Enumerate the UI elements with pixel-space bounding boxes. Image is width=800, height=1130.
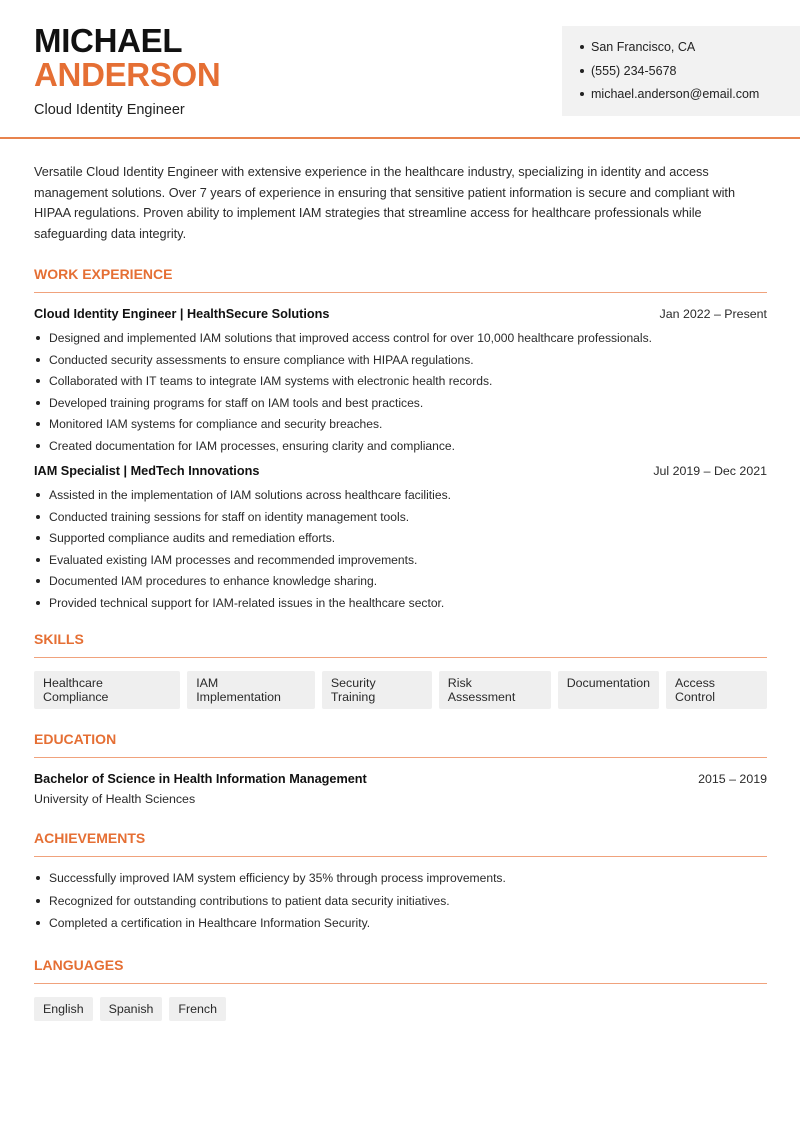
last-name: ANDERSON [34, 56, 221, 93]
bullet-icon [36, 579, 40, 583]
list-item: Conducted security assessments to ensure compliance with HIPAA regulations. [34, 353, 767, 375]
job-date: Jan 2022 – Present [659, 307, 767, 322]
summary: Versatile Cloud Identity Engineer with extensive experience in the healthcare industry, specializing in identity and access management solutions. Over 7 years of experience in ensuring that sensitive patient information is secure and compliant with HIPAA regulations. Proven ability to implement IAM strategies that streamline access for healthcare professionals while safeguarding data integrity. [34, 165, 736, 241]
list-item: Successfully improved IAM system efficiency by 35% through process improvements. [34, 871, 767, 894]
section-title-achievements: ACHIEVEMENTS [34, 830, 767, 857]
bullet-icon [36, 536, 40, 540]
resume-body [34, 162, 767, 1021]
achievements-list [34, 871, 767, 939]
bullet-icon [36, 921, 40, 925]
bullet-icon [36, 422, 40, 426]
skills-tags [34, 671, 767, 709]
list-item: Conducted training sessions for staff on identity management tools. [34, 510, 767, 532]
bullet-icon [36, 515, 40, 519]
bullet-icon [580, 69, 584, 73]
list-item: Supported compliance audits and remediation efforts. [34, 531, 767, 553]
job-bullets [34, 331, 767, 460]
job-title: Cloud Identity Engineer | HealthSecure Solutions [34, 307, 330, 322]
contact-location: San Francisco, CA [580, 38, 800, 62]
name-block [34, 24, 220, 118]
list-item: Developed training programs for staff on IAM tools and best practices. [34, 396, 767, 418]
bullet-icon [36, 401, 40, 405]
job-header [34, 464, 767, 478]
bullet-icon [36, 379, 40, 383]
job-date: Jul 2019 – Dec 2021 [653, 464, 767, 479]
skill-tag: Healthcare Compliance [34, 671, 180, 709]
bullet-icon [580, 45, 584, 49]
resume-header [0, 0, 800, 139]
skill-tag: Access Control [666, 671, 767, 709]
bullet-icon [580, 92, 584, 96]
list-item: Evaluated existing IAM processes and recommended improvements. [34, 553, 767, 575]
contact-phone: (555) 234-5678 [580, 62, 800, 86]
list-item: Designed and implemented IAM solutions that improved access control for over 10,000 healthcare professionals. [34, 331, 767, 353]
skill-tag: Security Training [322, 671, 432, 709]
bullet-icon [36, 358, 40, 362]
bullet-icon [36, 601, 40, 605]
bullet-icon [36, 899, 40, 903]
job-title: IAM Specialist | MedTech Innovations [34, 464, 260, 479]
education-date: 2015 – 2019 [698, 772, 767, 787]
job-header [34, 307, 767, 321]
skill-tag: IAM Implementation [187, 671, 315, 709]
language-tag: English [34, 997, 93, 1021]
skill-tag: Documentation [558, 671, 659, 709]
list-item: Collaborated with IT teams to integrate IAM systems with electronic health records. [34, 374, 767, 396]
section-title-skills: SKILLS [34, 631, 767, 658]
bullet-icon [36, 444, 40, 448]
list-item: Created documentation for IAM processes, ensuring clarity and compliance. [34, 439, 767, 461]
list-item: Completed a certification in Healthcare Information Security. [34, 916, 767, 939]
skill-tag: Risk Assessment [439, 671, 551, 709]
bullet-icon [36, 876, 40, 880]
list-item: Recognized for outstanding contributions to patient data security initiatives. [34, 894, 767, 917]
job-title: Cloud Identity Engineer [34, 102, 185, 118]
list-item: Assisted in the implementation of IAM solutions across healthcare facilities. [34, 488, 767, 510]
education-header [34, 772, 767, 786]
bullet-icon [36, 558, 40, 562]
degree: Bachelor of Science in Health Information Management [34, 772, 367, 787]
list-item: Monitored IAM systems for compliance and security breaches. [34, 417, 767, 439]
list-item: Documented IAM procedures to enhance knowledge sharing. [34, 574, 767, 596]
bullet-icon [36, 336, 40, 340]
language-tag: French [169, 997, 226, 1021]
bullet-icon [36, 493, 40, 497]
first-name: MICHAEL [34, 22, 183, 59]
section-title-languages: LANGUAGES [34, 957, 767, 984]
contact-email[interactable]: michael.anderson@email.com [580, 85, 800, 109]
job-bullets [34, 488, 767, 617]
section-title-work: WORK EXPERIENCE [34, 266, 767, 293]
language-tags [34, 997, 767, 1021]
language-tag: Spanish [100, 997, 163, 1021]
school: University of Health Sciences [34, 792, 196, 807]
contact-box [562, 26, 800, 116]
section-title-education: EDUCATION [34, 731, 767, 758]
list-item: Provided technical support for IAM-related issues in the healthcare sector. [34, 596, 767, 618]
